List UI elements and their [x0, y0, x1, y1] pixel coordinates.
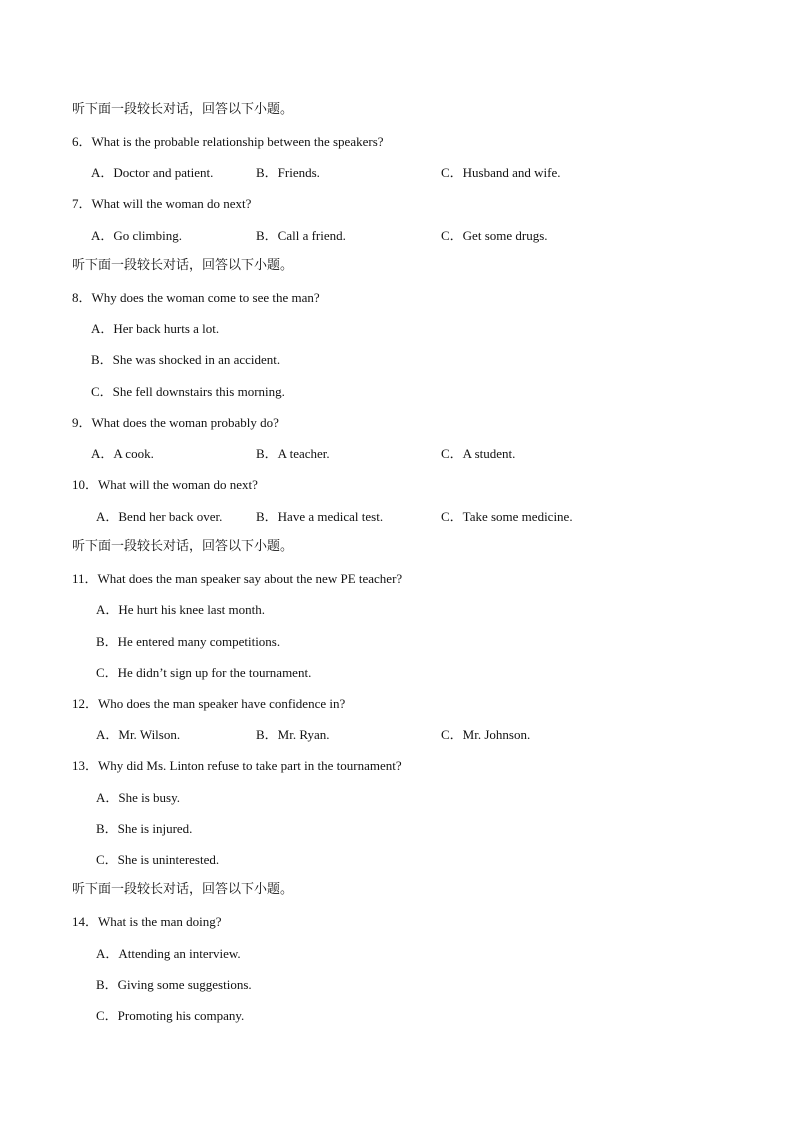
question-14-option-c: C．Promoting his company.	[96, 1008, 245, 1023]
question-14-option-a: A．Attending an interview.	[96, 946, 241, 961]
section-instruction: 听下面一段较长对话，回答以下小题。	[72, 102, 294, 117]
question-13-option-c: C．She is uninterested.	[96, 852, 220, 867]
question-6-option-b: B．Friends.	[256, 165, 320, 180]
question-10-option-b: B．Have a medical test.	[256, 509, 384, 524]
question-14-stem: 14．What is the man doing?	[72, 914, 222, 929]
question-12-option-c: C．Mr. Johnson.	[441, 727, 531, 742]
question-12-stem: 12．Who does the man speaker have confidence in?	[72, 696, 346, 711]
question-10-option-c: C．Take some medicine.	[441, 509, 573, 524]
question-11-option-a: A．He hurt his knee last month.	[96, 602, 265, 617]
question-8-stem: 8．Why does the woman come to see the man?	[72, 290, 320, 305]
section-instruction: 听下面一段较长对话，回答以下小题。	[72, 882, 294, 897]
question-13-stem: 13．Why did Ms. Linton refuse to take part in the tournament?	[72, 758, 402, 773]
question-13-option-b: B．She is injured.	[96, 821, 193, 836]
question-11-stem: 11．What does the man speaker say about the new PE teacher?	[72, 571, 403, 586]
question-7-stem: 7．What will the woman do next?	[72, 196, 252, 211]
question-12-option-a: A．Mr. Wilson.	[96, 727, 181, 742]
section-instruction: 听下面一段较长对话，回答以下小题。	[72, 258, 294, 273]
question-8-option-c: C．She fell downstairs this morning.	[91, 384, 285, 399]
question-7-option-c: C．Get some drugs.	[441, 228, 548, 243]
question-13-option-a: A．She is busy.	[96, 790, 181, 805]
question-14-option-b: B．Giving some suggestions.	[96, 977, 252, 992]
question-7-option-a: A．Go climbing.	[91, 228, 182, 243]
question-8-option-a: A．Her back hurts a lot.	[91, 321, 220, 336]
question-9-stem: 9．What does the woman probably do?	[72, 415, 279, 430]
question-7-option-b: B．Call a friend.	[256, 228, 346, 243]
question-10-option-a: A．Bend her back over.	[96, 509, 223, 524]
question-10-stem: 10．What will the woman do next?	[72, 477, 258, 492]
question-8-option-b: B．She was shocked in an accident.	[91, 352, 281, 367]
question-6-option-a: A．Doctor and patient.	[91, 165, 214, 180]
question-6-stem: 6．What is the probable relationship between the speakers?	[72, 134, 384, 149]
question-6-option-c: C．Husband and wife.	[441, 165, 561, 180]
question-11-option-b: B．He entered many competitions.	[96, 634, 281, 649]
question-9-option-c: C．A student.	[441, 446, 516, 461]
question-11-option-c: C．He didn’t sign up for the tournament.	[96, 665, 312, 680]
question-9-option-a: A．A cook.	[91, 446, 154, 461]
question-9-option-b: B．A teacher.	[256, 446, 330, 461]
question-12-option-b: B．Mr. Ryan.	[256, 727, 330, 742]
section-instruction: 听下面一段较长对话，回答以下小题。	[72, 539, 294, 554]
